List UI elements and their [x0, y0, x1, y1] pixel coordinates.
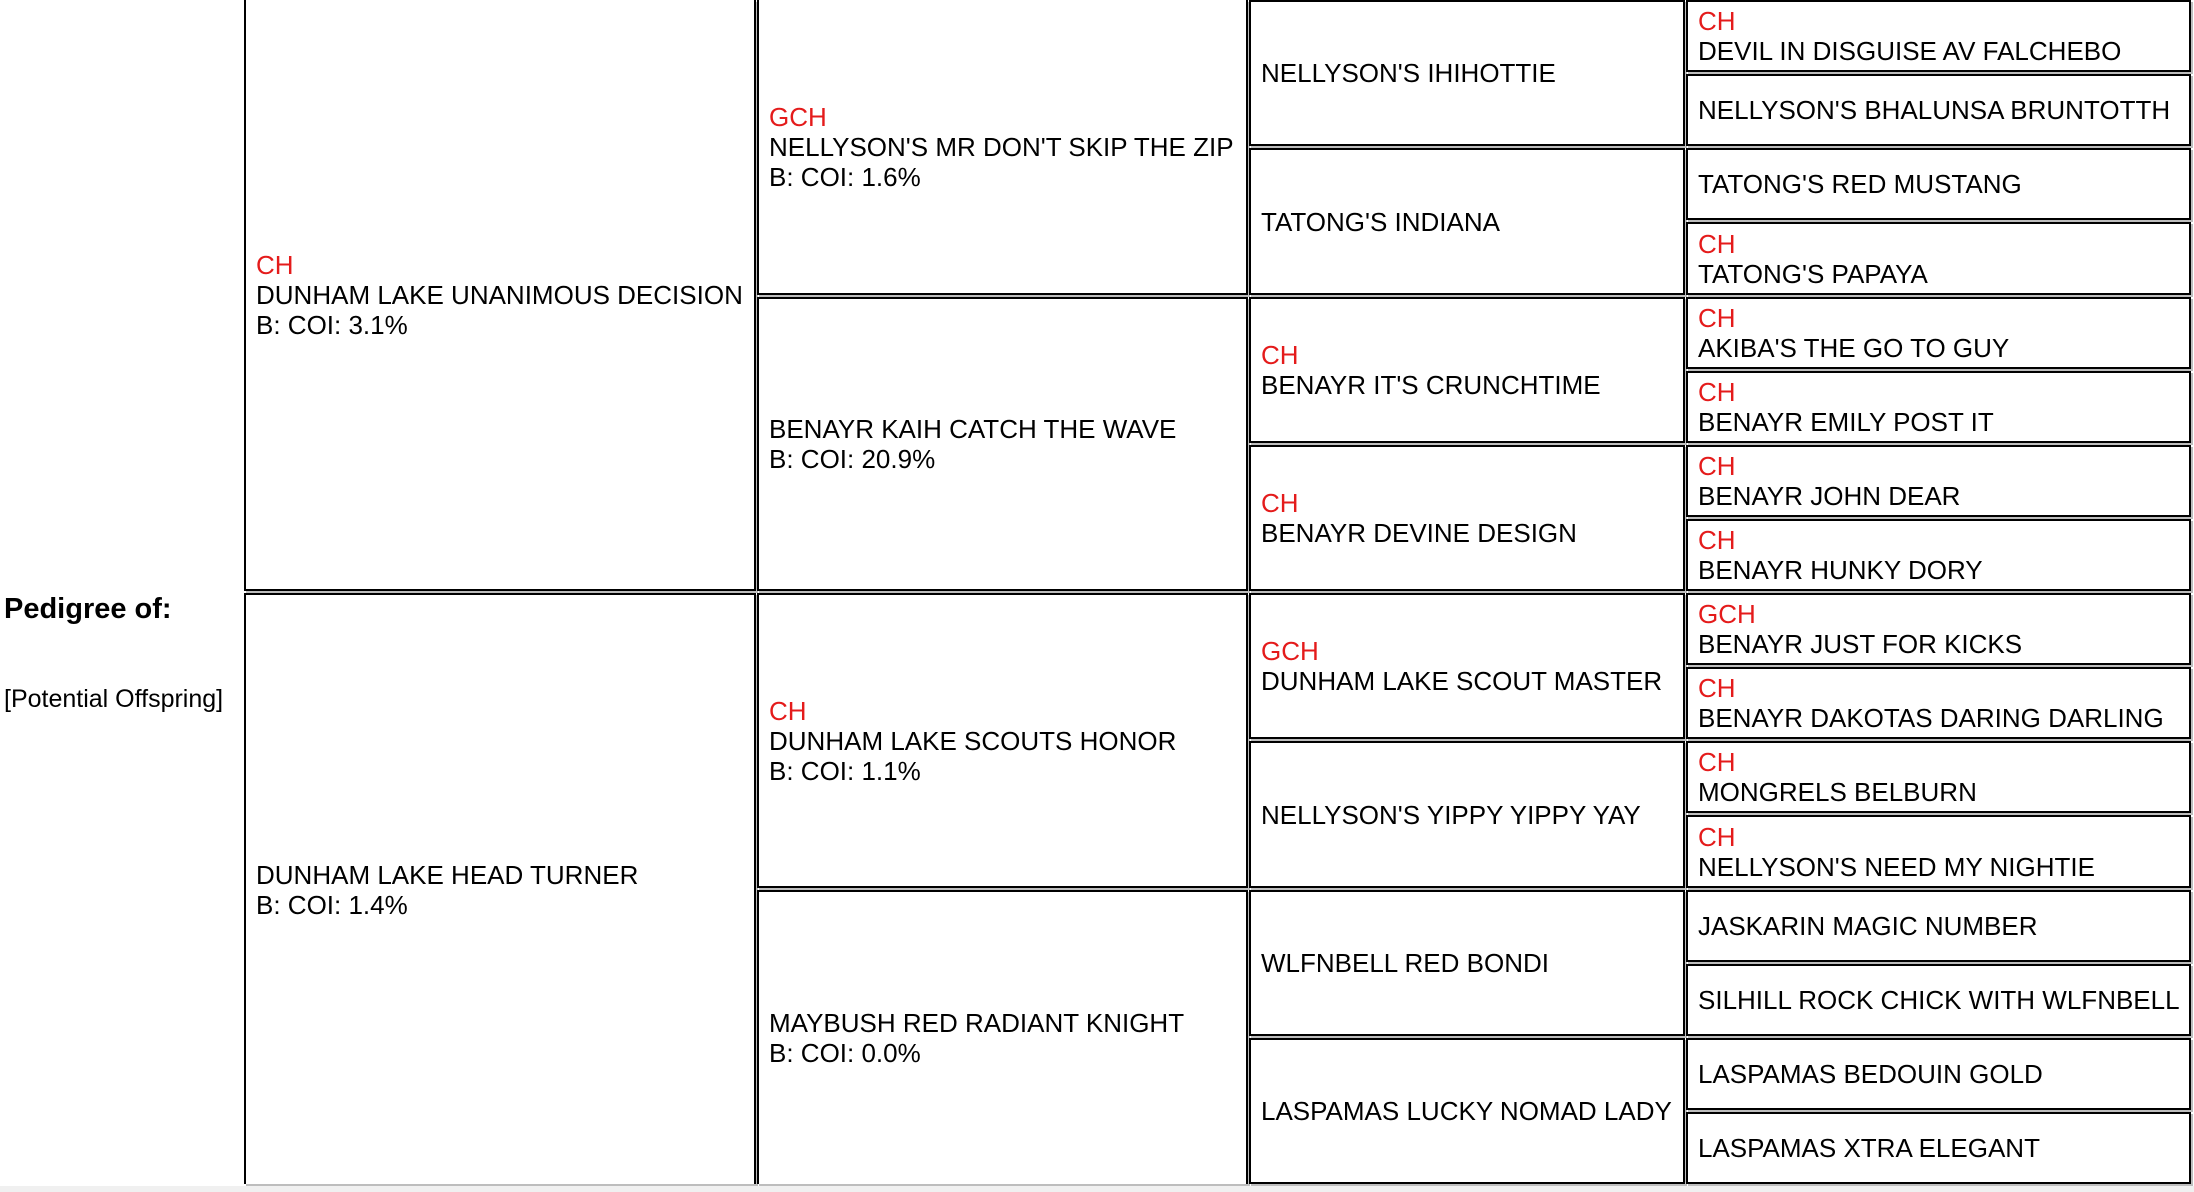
dog-name: MONGRELS BELBURN — [1698, 777, 1977, 807]
dog-name: BENAYR KAIH CATCH THE WAVE — [769, 414, 1177, 444]
great-grandparent-cell — [1249, 741, 1685, 888]
great-great-grandparent-cell — [1686, 1038, 2191, 1110]
great-great-grandparent-cell — [1686, 890, 2191, 962]
champion-title: GCH — [1698, 599, 1756, 629]
dog-name: AKIBA'S THE GO TO GUY — [1698, 333, 2010, 363]
dog-name: NELLYSON'S BHALUNSA BRUNTOTTH — [1698, 95, 2171, 125]
dog-name: TATONG'S INDIANA — [1261, 206, 1500, 237]
great-great-grandparent-cell — [1686, 593, 2191, 665]
champion-title: CH — [1698, 525, 1736, 555]
great-great-grandparent-cell — [1686, 667, 2191, 739]
dog-name: BENAYR JUST FOR KICKS — [1698, 629, 2023, 659]
dog-name: JASKARIN MAGIC NUMBER — [1698, 911, 2038, 941]
great-grandparent-cell — [1249, 297, 1685, 443]
dog-name: DUNHAM LAKE SCOUTS HONOR — [769, 725, 1177, 756]
dog-name: TATONG'S RED MUSTANG — [1698, 169, 2022, 199]
dog-name: BENAYR IT'S CRUNCHTIME — [1261, 370, 1601, 400]
dog-name: LASPAMAS BEDOUIN GOLD — [1698, 1059, 2043, 1089]
pedigree-subject — [0, 0, 243, 1192]
champion-title: CH — [1698, 821, 1736, 852]
great-great-grandparent-cell — [1686, 0, 2191, 72]
coi-value: B: COI: 1.6% — [769, 161, 921, 192]
dog-name: NELLYSON'S YIPPY YIPPY YAY — [1261, 799, 1641, 830]
dog-name: LASPAMAS XTRA ELEGANT — [1698, 1133, 2040, 1163]
dog-name: DUNHAM LAKE HEAD TURNER — [256, 859, 639, 890]
great-grandparent-cell — [1249, 0, 1685, 146]
coi-value: B: COI: 3.1% — [256, 309, 408, 340]
dog-name: DUNHAM LAKE SCOUT MASTER — [1261, 666, 1663, 696]
great-great-grandparent-cell — [1686, 371, 2191, 443]
dog-name: DUNHAM LAKE UNANIMOUS DECISION — [256, 279, 743, 310]
great-grandparent-cell — [1249, 445, 1685, 591]
grandparent-cell — [757, 297, 1248, 591]
great-great-grandparent-cell — [1686, 964, 2191, 1036]
great-great-grandparent-cell — [1686, 815, 2191, 888]
champion-title: GCH — [1261, 636, 1319, 666]
great-great-grandparent-cell — [1686, 1112, 2191, 1184]
champion-title: CH — [256, 249, 294, 280]
dog-name: BENAYR HUNKY DORY — [1698, 555, 1983, 585]
great-great-grandparent-cell — [1686, 741, 2191, 813]
dog-name: NELLYSON'S IHIHOTTIE — [1261, 58, 1556, 88]
dog-name: LASPAMAS LUCKY NOMAD LADY — [1261, 1096, 1672, 1126]
champion-title: CH — [1698, 228, 1736, 259]
coi-value: B: COI: 1.4% — [256, 889, 408, 920]
great-great-grandparent-cell — [1686, 297, 2191, 369]
dog-name: TATONG'S PAPAYA — [1698, 258, 1928, 289]
great-grandparent-cell — [1249, 890, 1685, 1036]
coi-value: B: COI: 20.9% — [769, 444, 936, 474]
great-great-grandparent-cell — [1686, 445, 2191, 517]
dog-name: SILHILL ROCK CHICK WITH WLFNBELL — [1698, 985, 2180, 1015]
dog-name: BENAYR DEVINE DESIGN — [1261, 518, 1577, 548]
grandparent-cell — [757, 593, 1248, 888]
dog-name: NELLYSON'S NEED MY NIGHTIE — [1698, 851, 2095, 882]
coi-value: B: COI: 0.0% — [769, 1038, 921, 1068]
champion-title: CH — [1698, 747, 1736, 777]
page-bottom-edge — [0, 1186, 2194, 1192]
great-great-grandparent-cell — [1686, 148, 2191, 220]
champion-title: CH — [1261, 488, 1299, 518]
grandparent-cell — [757, 890, 1248, 1184]
dog-name: BENAYR EMILY POST IT — [1698, 407, 1994, 437]
great-great-grandparent-cell — [1686, 519, 2191, 591]
great-great-grandparent-cell — [1686, 222, 2191, 295]
champion-title: CH — [1698, 377, 1736, 407]
dog-name: MAYBUSH RED RADIANT KNIGHT — [769, 1008, 1185, 1038]
champion-title: CH — [1698, 6, 1736, 36]
dog-name: NELLYSON'S MR DON'T SKIP THE ZIP — [769, 131, 1234, 162]
sire-dam-cell — [244, 593, 756, 1184]
champion-title: CH — [1698, 673, 1736, 703]
champion-title: GCH — [769, 101, 827, 132]
pedigree-title: Pedigree of: — [4, 593, 172, 625]
dog-name: BENAYR JOHN DEAR — [1698, 481, 1961, 511]
great-grandparent-cell — [1249, 148, 1685, 295]
great-grandparent-cell — [1249, 593, 1685, 739]
great-great-grandparent-cell — [1686, 74, 2191, 146]
dog-name: DEVIL IN DISGUISE AV FALCHEBO — [1698, 36, 2122, 66]
champion-title: CH — [769, 695, 807, 726]
grandparent-cell — [757, 0, 1248, 295]
sire-dam-cell — [244, 0, 756, 591]
great-grandparent-cell — [1249, 1038, 1685, 1184]
potential-offspring-label: [Potential Offspring] — [4, 685, 224, 713]
coi-value: B: COI: 1.1% — [769, 755, 921, 786]
dog-name: WLFNBELL RED BONDI — [1261, 948, 1549, 978]
dog-name: BENAYR DAKOTAS DARING DARLING — [1698, 703, 2164, 733]
champion-title: CH — [1698, 303, 1736, 333]
champion-title: CH — [1698, 451, 1736, 481]
champion-title: CH — [1261, 340, 1299, 370]
